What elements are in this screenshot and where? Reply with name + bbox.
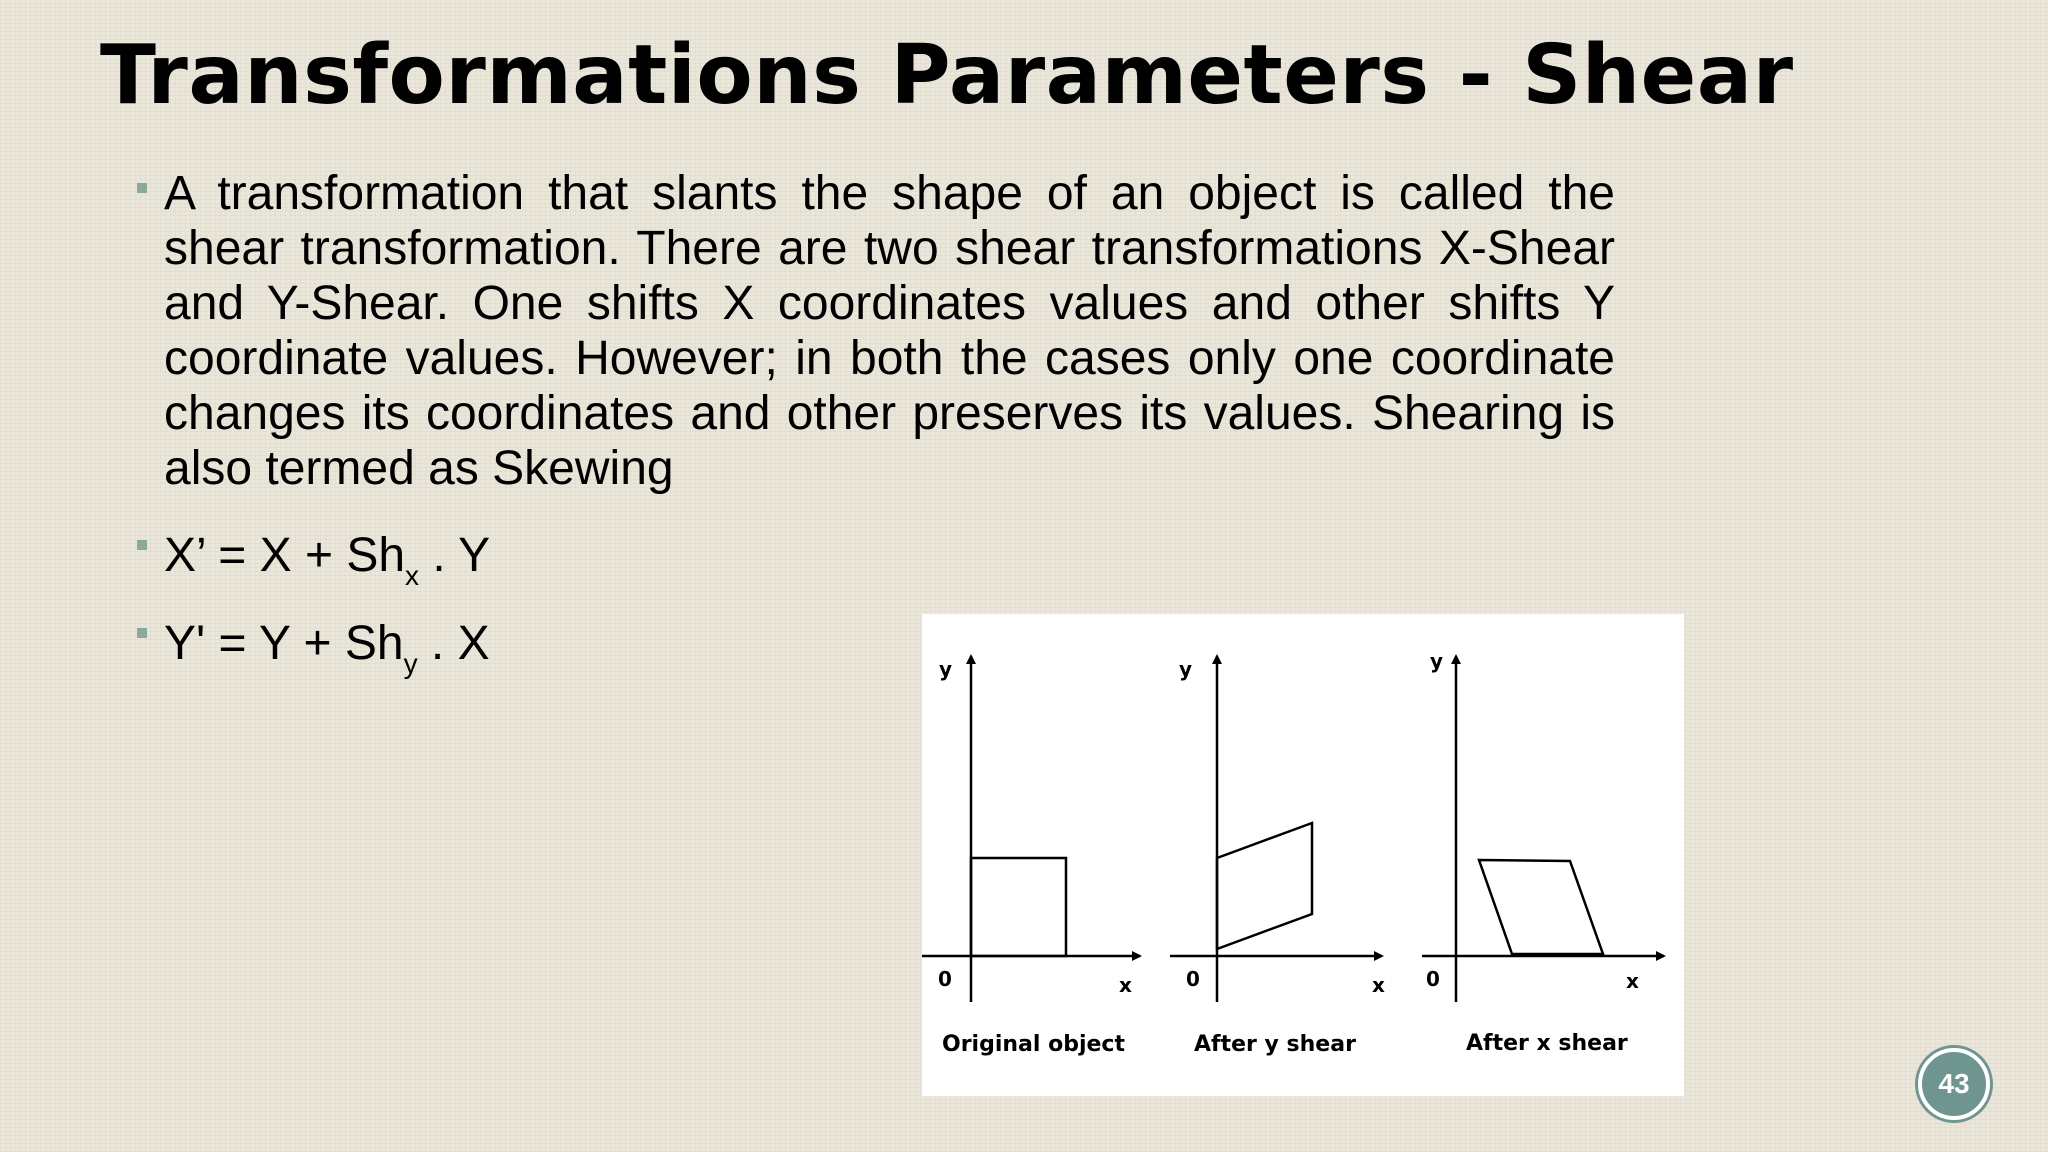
panel1-y-label: y [939, 657, 953, 681]
slide-title: Transformations Parameters - Shear [100, 28, 1794, 123]
panel3-x-label: x [1626, 969, 1639, 993]
panel3-caption: After x shear [1466, 1031, 1628, 1056]
bullet-marker [137, 183, 147, 193]
page-number-badge: 43 [1918, 1048, 1990, 1120]
formula-y-shear [164, 616, 490, 677]
formula-x-rhs: . Y [419, 529, 491, 582]
panel2-origin-label: 0 [1186, 967, 1200, 991]
panel1-original-square [971, 858, 1066, 956]
formula-x-lhs: X’ = X + Sh [164, 529, 406, 582]
description-paragraph: A transformation that slants the shape of an object is called the shear transformation. There are two shear transformations X-Shear and Y-Shear. One shifts X coordinates values and other shifts Y coordinate values. However; in both the cases only one coordinate changes its coordinates and other preserves its values. Shearing is also termed as Skewing [164, 167, 1615, 495]
panel2-y-sheared-shape [1217, 823, 1312, 949]
panel3-origin-label: 0 [1426, 967, 1440, 991]
formula-y-lhs: Y' = Y + Sh [164, 617, 404, 670]
formula-x-shear [164, 528, 490, 589]
panel3-x-sheared-shape [1479, 860, 1603, 954]
panel2-x-label: x [1372, 973, 1385, 997]
shear-diagram-svg [922, 614, 1684, 1096]
panel3-y-label: y [1430, 649, 1444, 673]
bullet-marker [137, 628, 147, 638]
shear-diagram [922, 614, 1684, 1096]
panel1-x-label: x [1119, 973, 1132, 997]
panel1-caption: Original object [942, 1032, 1125, 1057]
panel2-y-label: y [1179, 657, 1193, 681]
formula-x-subscript: x [405, 560, 420, 591]
panel2-caption: After y shear [1194, 1032, 1356, 1057]
formula-y-rhs: . X [417, 617, 490, 670]
bullet-marker [137, 540, 147, 550]
formula-y-subscript: y [403, 648, 418, 679]
panel1-origin-label: 0 [938, 967, 952, 991]
